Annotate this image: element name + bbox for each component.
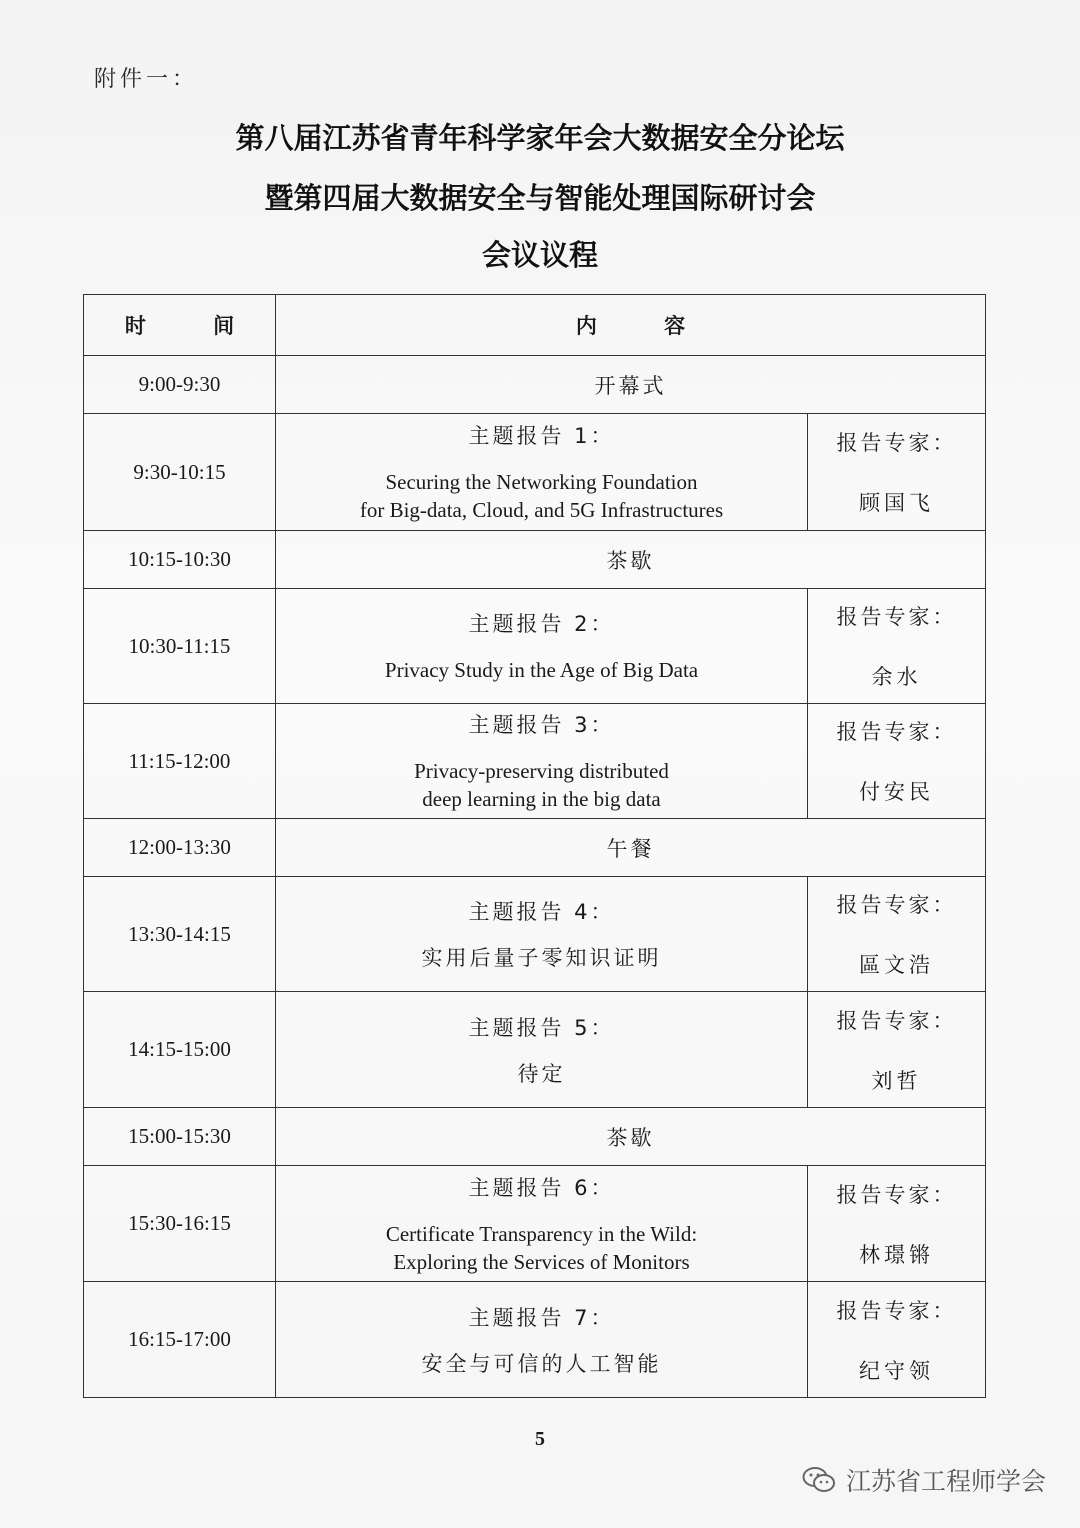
- talk-label: 主题报告 2：: [468, 612, 615, 636]
- speaker-name: 余水: [871, 665, 922, 689]
- speaker-name: 區文浩: [859, 953, 934, 977]
- speaker-label: 报告专家：: [836, 720, 957, 744]
- row-time: 14:15-15:00: [84, 992, 276, 1108]
- speaker-label: 报告专家：: [836, 1008, 957, 1033]
- talk-cell: [276, 589, 808, 704]
- row-time: 13:30-14:15: [84, 877, 276, 992]
- agenda-table: [83, 294, 986, 1398]
- speaker-cell: [808, 877, 986, 992]
- row-event: 茶歇: [276, 1108, 986, 1166]
- row-time: 10:30-11:15: [84, 589, 276, 704]
- speaker-label: 报告专家：: [836, 431, 957, 455]
- table-row: [84, 589, 986, 704]
- speaker-label: 报告专家：: [836, 1298, 957, 1323]
- table-row: [84, 704, 986, 819]
- speaker-name: 纪守领: [859, 1358, 934, 1383]
- talk-title: Privacy-preserving distributed deep learning in the big data: [414, 759, 669, 811]
- talk-title: Securing the Networking Foundation for Big-data, Cloud, and 5G Infrastructures: [359, 470, 724, 522]
- talk-cell: [276, 992, 808, 1108]
- row-time: 12:00-13:30: [84, 819, 276, 877]
- table-row: [84, 877, 986, 992]
- speaker-name: 林璟锵: [859, 1242, 934, 1267]
- talk-title: 待定: [517, 1061, 566, 1086]
- title-line-1: 第八届江苏省青年科学家年会大数据安全分论坛: [235, 121, 845, 155]
- speaker-name: 付安民: [859, 780, 934, 804]
- row-time: 9:30-10:15: [84, 414, 276, 531]
- talk-title: Certificate Transparency in the Wild: Exploring the Services of Monitors: [385, 1221, 698, 1274]
- watermark: [802, 1462, 1046, 1498]
- row-time: 16:15-17:00: [84, 1282, 276, 1398]
- row-time: 15:00-15:30: [84, 1108, 276, 1166]
- speaker-cell: [808, 1282, 986, 1398]
- talk-cell: [276, 877, 808, 992]
- speaker-name: 顾国飞: [859, 491, 934, 515]
- talk-label: 主题报告 7：: [468, 1305, 615, 1330]
- talk-cell: [276, 1282, 808, 1398]
- table-row: [84, 356, 986, 414]
- row-event: 午餐: [276, 819, 986, 877]
- page-number: 5: [535, 1428, 545, 1450]
- attachment-label: 附件一：: [94, 67, 199, 92]
- row-event: 茶歇: [276, 531, 986, 589]
- talk-title: Privacy Study in the Age of Big Data: [384, 658, 699, 682]
- speaker-cell: [808, 992, 986, 1108]
- header-content: 内 容: [276, 295, 986, 356]
- row-time: 11:15-12:00: [84, 704, 276, 819]
- row-event: 开幕式: [276, 356, 986, 414]
- speaker-cell: [808, 1166, 986, 1282]
- table-header-row: [84, 295, 986, 356]
- speaker-cell: [808, 704, 986, 819]
- speaker-name: 刘哲: [871, 1068, 922, 1093]
- speaker-label: 报告专家：: [836, 605, 957, 629]
- row-time: 15:30-16:15: [84, 1166, 276, 1282]
- table-row: [84, 992, 986, 1108]
- speaker-cell: [808, 414, 986, 531]
- wechat-icon: [802, 1466, 836, 1494]
- speaker-label: 报告专家：: [836, 1182, 957, 1207]
- talk-cell: [276, 414, 808, 531]
- talk-cell: [276, 1166, 808, 1282]
- speaker-label: 报告专家：: [836, 893, 957, 917]
- table-row: [84, 819, 986, 877]
- talk-label: 主题报告 5：: [468, 1015, 615, 1040]
- table-row: [84, 1282, 986, 1398]
- row-time: 10:15-10:30: [84, 531, 276, 589]
- talk-cell: [276, 704, 808, 819]
- title-line-2: 暨第四届大数据安全与智能处理国际研讨会: [264, 181, 816, 215]
- speaker-cell: [808, 589, 986, 704]
- watermark-text: 江苏省工程师学会: [845, 1467, 1046, 1496]
- table-row: [84, 1108, 986, 1166]
- header-time: 时 间: [84, 295, 276, 356]
- table-row: [84, 531, 986, 589]
- table-row: [84, 414, 986, 531]
- row-time: 9:00-9:30: [84, 356, 276, 414]
- talk-title: 实用后量子零知识证明: [421, 946, 662, 970]
- title-line-3: 会议议程: [481, 238, 598, 272]
- table-row: [84, 1166, 986, 1282]
- talk-label: 主题报告 4：: [468, 900, 615, 924]
- talk-label: 主题报告 1：: [468, 424, 615, 448]
- talk-label: 主题报告 6：: [468, 1175, 615, 1200]
- talk-title: 安全与可信的人工智能: [421, 1351, 662, 1376]
- talk-label: 主题报告 3：: [468, 713, 615, 737]
